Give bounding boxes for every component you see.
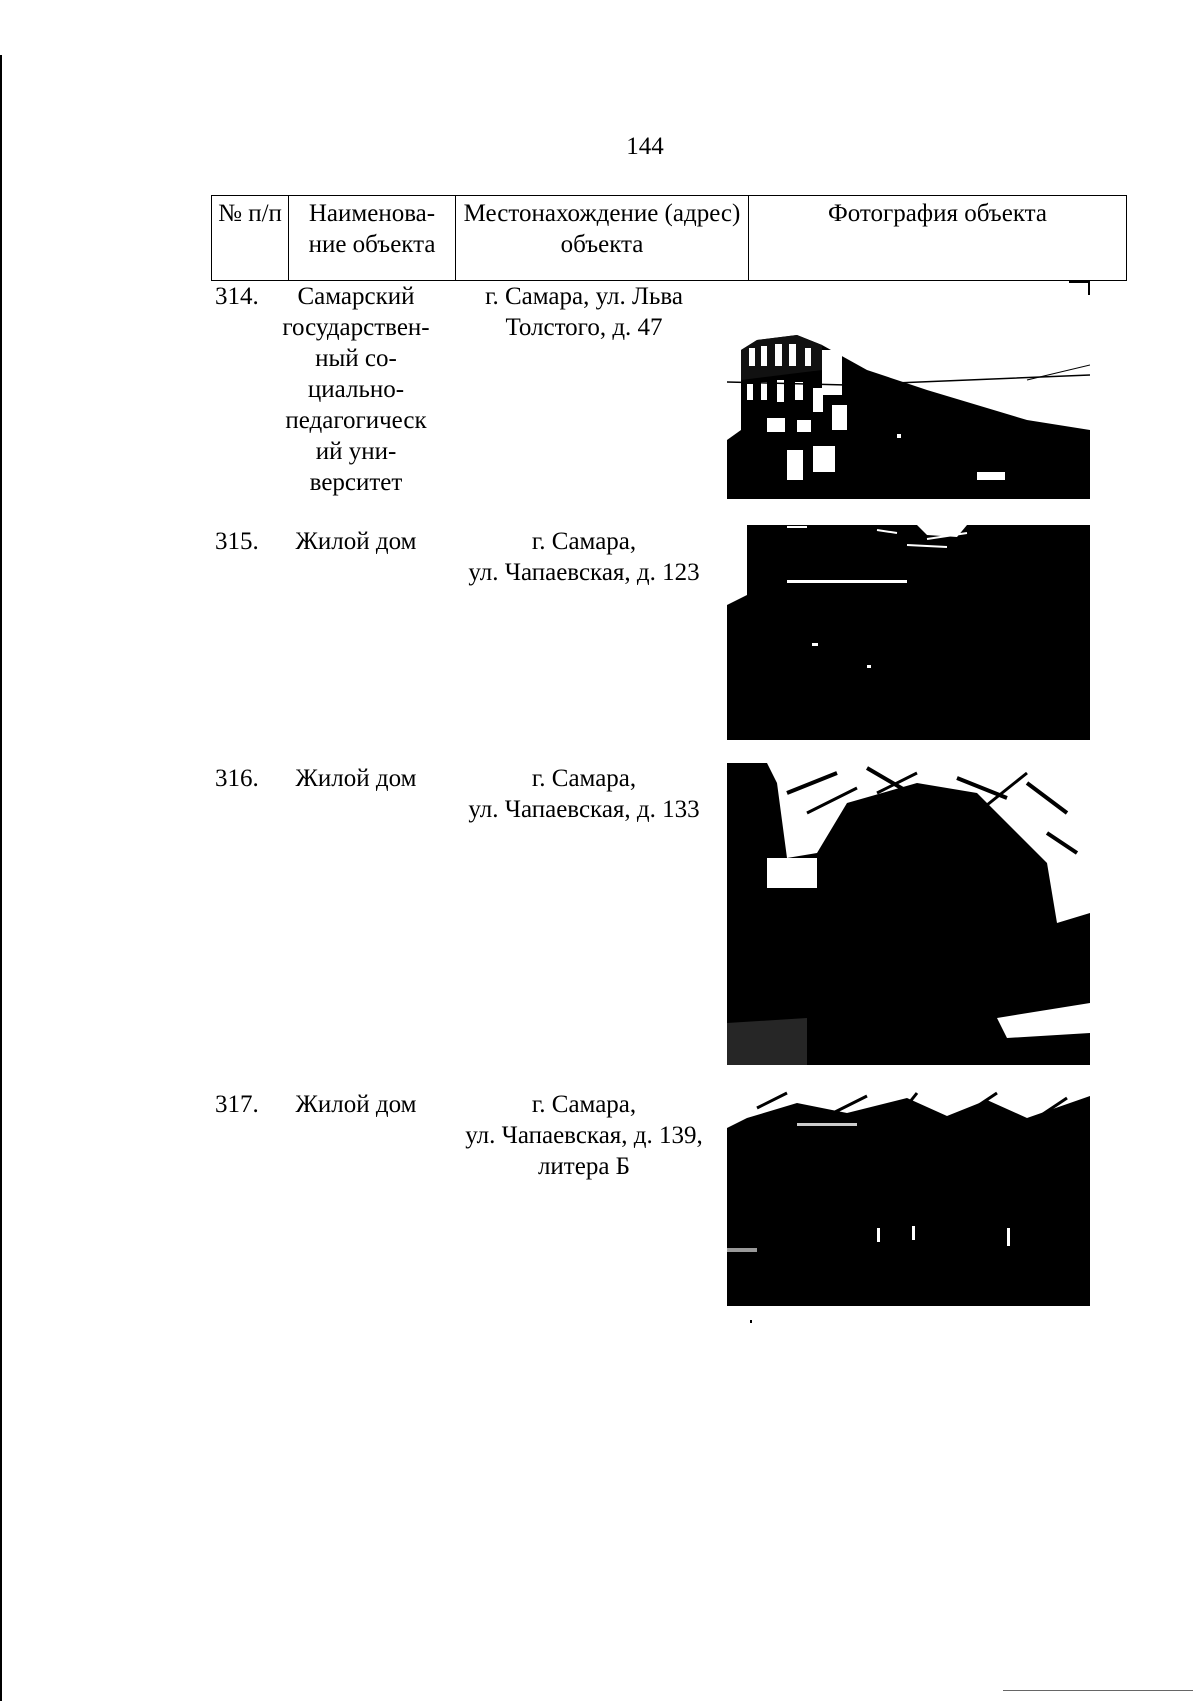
object-photo	[727, 310, 1090, 499]
object-name-line: государствен-	[282, 314, 430, 341]
row-number: 314.	[215, 283, 259, 310]
header-corner-tick	[1069, 281, 1090, 283]
row-number: 316.	[215, 765, 259, 792]
object-name	[271, 763, 441, 794]
object-name-line: Жилой дом	[295, 765, 417, 792]
object-address	[444, 281, 724, 343]
row-number: 315.	[215, 528, 259, 555]
object-name	[271, 526, 441, 557]
address-line: ул. Чапаевская, д. 133	[468, 796, 700, 823]
address-line: литера Б	[537, 1153, 631, 1180]
object-address	[444, 1089, 724, 1182]
address-line: г. Самара,	[531, 1091, 637, 1118]
address-line: г. Самара, ул. Льва	[485, 283, 683, 310]
header-location: Местонахождение (адрес) объекта	[456, 196, 749, 281]
header-corner-tick-vertical	[1088, 281, 1090, 295]
object-name-line: ный со-	[315, 345, 397, 372]
left-margin-rule	[0, 55, 2, 1701]
scan-speck	[750, 1320, 752, 1323]
object-name-line: ий уни-	[315, 438, 397, 465]
address-line: г. Самара,	[531, 528, 637, 555]
building-photo-317	[727, 1088, 1090, 1306]
table-header	[211, 195, 1127, 281]
header-object-name: Наименова-ние объекта	[289, 196, 456, 281]
footer-rule	[1003, 1690, 1193, 1691]
object-address	[444, 763, 724, 825]
object-name	[271, 1089, 441, 1120]
object-photo	[727, 763, 1090, 1065]
object-name-line: Жилой дом	[295, 528, 417, 555]
object-name-line: Жилой дом	[295, 1091, 417, 1118]
header-number: № п/п	[212, 196, 289, 281]
building-photo-316	[727, 763, 1090, 1065]
object-name-line: верситет	[309, 469, 403, 496]
object-photo	[727, 1088, 1090, 1306]
address-line: Толстого, д. 47	[505, 314, 663, 341]
object-name-line: Самарский	[297, 283, 415, 310]
object-name	[271, 281, 441, 498]
address-line: ул. Чапаевская, д. 123	[468, 559, 700, 586]
object-name-line: педагогическ	[285, 407, 427, 434]
header-photo: Фотография объекта	[749, 196, 1127, 281]
object-photo	[727, 525, 1090, 740]
address-line: г. Самара,	[531, 765, 637, 792]
row-number: 317.	[215, 1091, 259, 1118]
building-photo-314	[727, 310, 1090, 499]
address-line: ул. Чапаевская, д. 139,	[465, 1122, 703, 1149]
object-name-line: циально-	[307, 376, 405, 403]
object-address	[444, 526, 724, 588]
building-photo-315	[727, 525, 1090, 740]
page-number: 144	[626, 133, 664, 160]
